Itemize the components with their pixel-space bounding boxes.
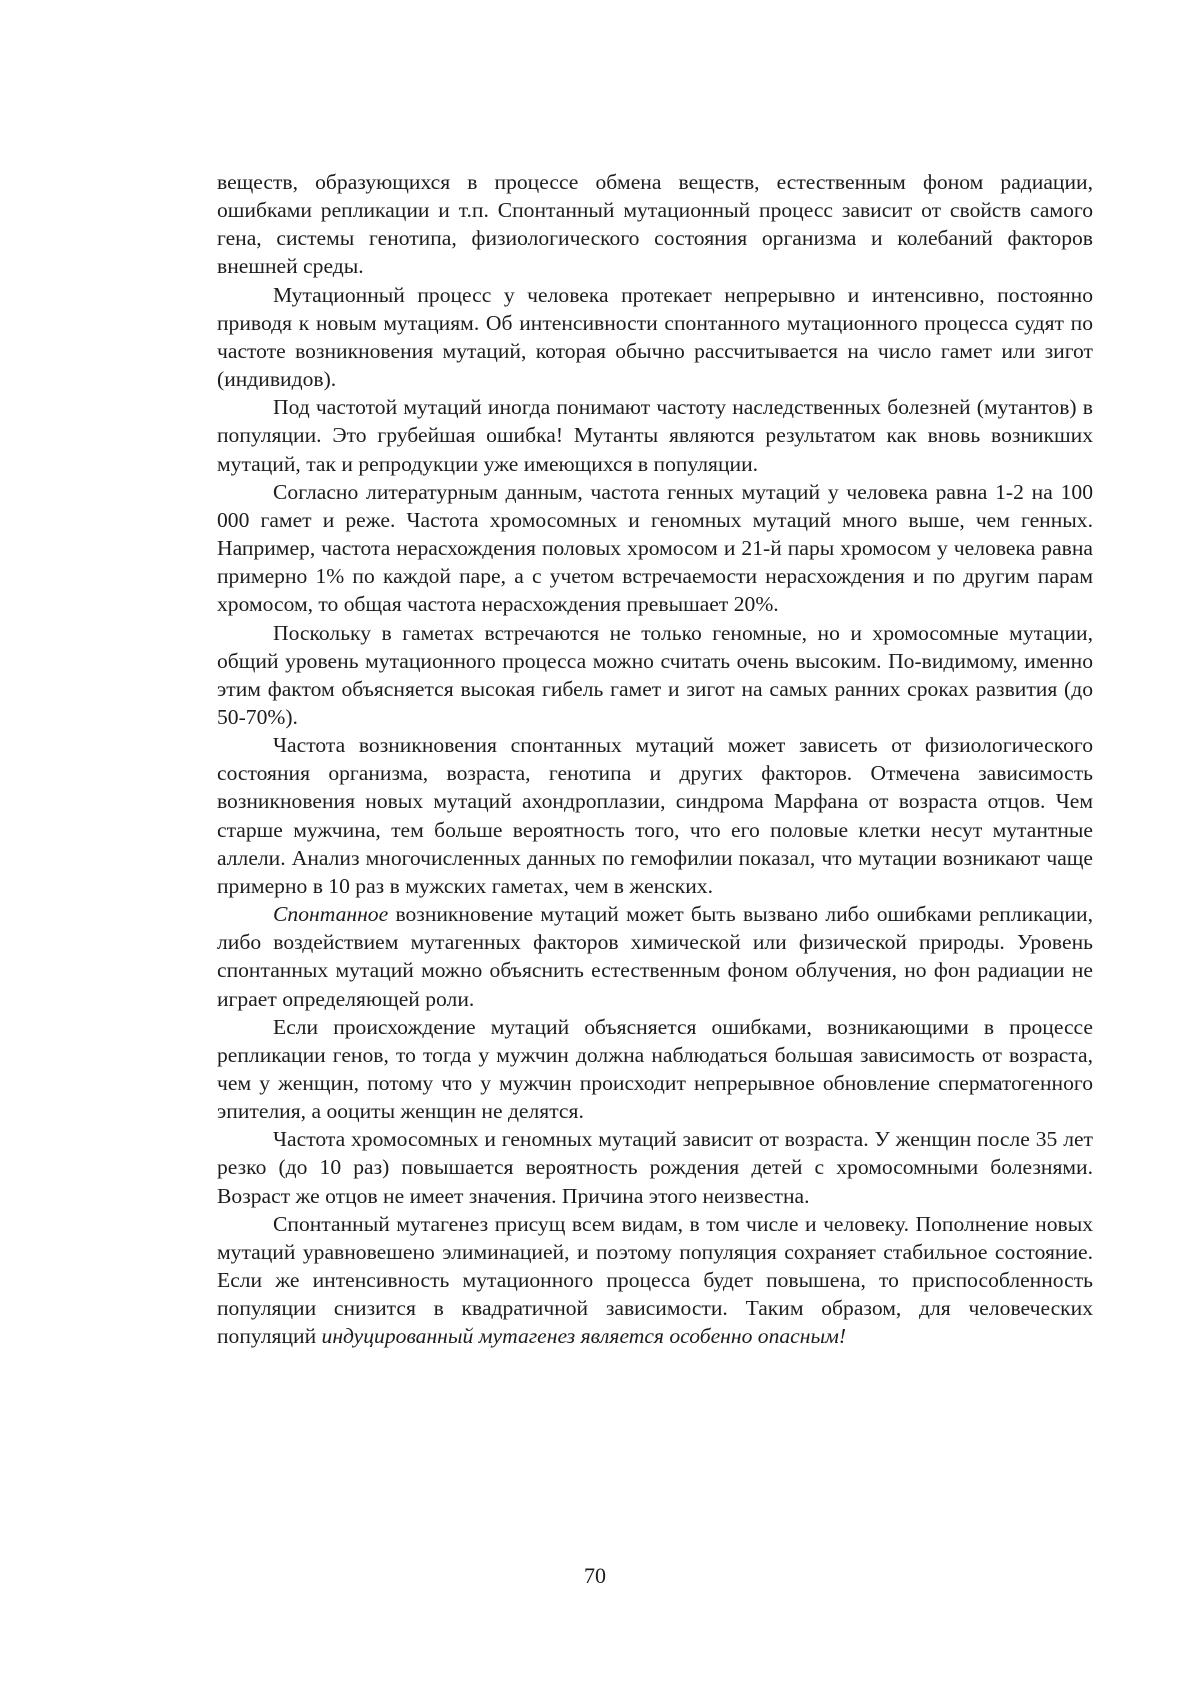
paragraph-text: Поскольку в гаметах встречаются не только геномные, но и хромосомные мутации, общий уровень мутационного процесса можно считать очень высоким. По-видимому, именно этим фактом объясняется высокая гибель гамет и зигот на самых ранних сроках развития (до 50-70%). xyxy=(217,620,1093,729)
paragraph xyxy=(217,1125,1093,1209)
paragraph-text: Мутационный процесс у человека протекает непрерывно и интенсивно, постоянно приводя к новым мутациям. Об интенсивности спонтанного мутационного процесса судят по частоте возникновения мутаций, которая обычно рассчитывается на число гамет или зигот (индивидов). xyxy=(217,282,1093,392)
paragraph xyxy=(217,478,1093,619)
paragraph-text: Частота хромосомных и геномных мутаций зависит от возраста. У женщин после 35 лет резко (до 10 раз) повышается вероятность рождения детей с хромосомными болезнями. Возраст же отцов не имеет значения. Причина этого неизвестна. xyxy=(217,1127,1093,1208)
paragraph xyxy=(217,619,1093,732)
italic-emphasis: индуцированный мутагенез является особенно опасным! xyxy=(321,1324,847,1349)
page-number: 70 xyxy=(584,1563,606,1588)
paragraph xyxy=(217,1210,1093,1351)
paragraph xyxy=(217,168,1093,281)
paragraph-text: Согласно литературным данным, частота генных мутаций у человека равна 1-2 на 100 000 гамет и реже. Частота хромосомных и геномных мутаций много выше, чем генных. Например, частота нерасхождения половых хромосом и 21-й пары хромосом у человека равна примерно 1% по каждой паре, а с учетом встречаемости нерасхождения и по другим парам хромосом, то общая частота нерасхождения превышает 20%. xyxy=(217,479,1093,617)
paragraph xyxy=(217,731,1093,900)
paragraph xyxy=(217,900,1093,1013)
paragraph-text: возникновение мутаций может быть вызвано либо ошибками репликации, либо воздействием мутагенных факторов химической или физической природы. Уровень спонтанных мутаций можно объяснить естественным фоном облучения, но фон радиации не играет определяющей роли. xyxy=(217,902,1093,1011)
paragraph-text: Если происхождение мутаций объясняется ошибками, возникающими в процессе репликации генов, то тогда у мужчин должна наблюдаться большая зависимость от возраста, чем у женщин, потому что у мужчин происходит непрерывное обновление сперматогенного эпителия, а ооциты женщин не делятся. xyxy=(217,1014,1093,1124)
paragraph xyxy=(217,281,1093,394)
paragraph-text: Спонтанный мутагенез присущ всем видам, в том числе и человеку. Пополнение новых мутаций уравновешено элиминацией, и поэтому популяция сохраняет стабильное состояние. Если же интенсивность мутационного процесса будет повышена, то приспособленность популяции снизится в квадратичной зависимости. Таким образом, для человеческих популяций xyxy=(217,1211,1093,1349)
paragraph xyxy=(217,1013,1093,1126)
paragraph xyxy=(217,393,1093,477)
paragraph-text: веществ, образующихся в процессе обмена веществ, естественным фоном радиации, ошибками репликации и т.п. Спонтанный мутационный процесс зависит от свойств самого гена, системы генотипа, физиологического состояния организма и колебаний факторов внешней среды. xyxy=(217,170,1093,279)
page-body xyxy=(217,168,1093,1351)
italic-term: Спонтанное xyxy=(273,902,389,927)
paragraph-text: Частота возникновения спонтанных мутаций может зависеть от физиологического состояния организма, возраста, генотипа и других факторов. Отмечена зависимость возникновения новых мутаций ахондроплазии, синдрома Марфана от возраста отцов. Чем старше мужчина, тем больше вероятность того, что его половые клетки несут мутантные аллели. Анализ многочисленных данных по гемофилии показал, что мутации возникают чаще примерно в 10 раз в мужских гаметах, чем в женских. xyxy=(217,733,1093,898)
paragraph-text: Под частотой мутаций иногда понимают частоту наследственных болезней (мутантов) в популяции. Это грубейшая ошибка! Мутанты являются результатом как вновь возникших мутаций, так и репродукции уже имеющихся в популяции. xyxy=(217,395,1093,476)
